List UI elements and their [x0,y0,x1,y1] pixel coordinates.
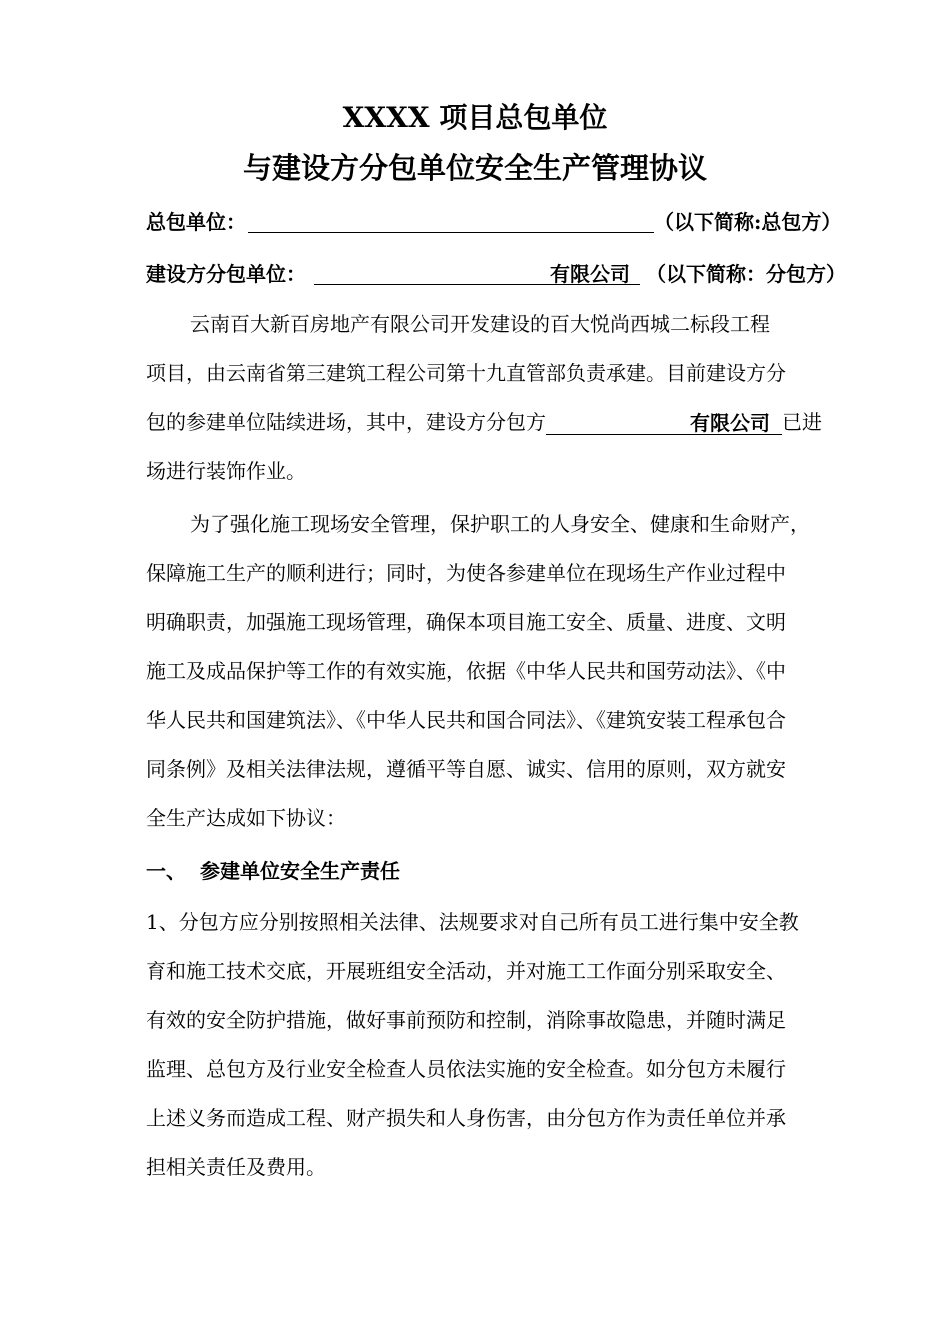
paragraph1-line3 [146,406,866,435]
paragraph2-line: 同条例》及相关法律法规，遵循平等自愿、诚实、信用的原则，双方就安 [146,757,786,781]
general-contractor-label: 总包单位： [146,210,246,234]
paragraph1-line1: 云南百大新百房地产有限公司开发建设的百大悦尚西城二标段工程 [190,312,770,336]
document-title-line1: XXXX 项目总包单位 [342,101,608,134]
paragraph1-line2: 项目，由云南省第三建筑工程公司第十九直管部负责承建。目前建设方分 [146,361,786,385]
paragraph2-line: 全生产达成如下协议： [146,806,346,830]
paragraph1-line3-pre: 包的参建单位陆续进场，其中，建设方分包方 [146,410,546,434]
section1-heading: 参建单位安全生产责任 [200,859,400,883]
document-title-line2: 与建设方分包单位安全生产管理协议 [242,151,707,185]
clause1-line: 1、分包方应分别按照相关法律、法规要求对自己所有员工进行集中安全教 [146,910,799,934]
clause1-line: 担相关责任及费用。 [146,1155,326,1179]
subcontractor-field [146,254,866,290]
paragraph2-line: 明确职责，加强施工现场管理，确保本项目施工安全、质量、进度、文明 [146,610,786,634]
clause1-line: 有效的安全防护措施，做好事前预防和控制，消除事故隐患，并随时满足 [146,1008,786,1032]
subcontractor-company: 有限公司 [550,262,630,286]
paragraph1-line3-post: 已进 [782,410,822,434]
general-contractor-suffix: （以下简称:总包方） [654,210,842,234]
clause1-line: 监理、总包方及行业安全检查人员依法实施的安全检查。如分包方未履行 [146,1057,786,1081]
subcontractor-suffix: （以下简称：分包方） [646,262,846,286]
paragraph1-company-blank [546,412,782,435]
paragraph1-line4: 场进行装饰作业。 [146,459,306,483]
section1-number: 一、 [146,859,186,883]
paragraph2-line: 保障施工生产的顺利进行；同时，为使各参建单位在现场生产作业过程中 [146,561,786,585]
paragraph2-line: 为了强化施工现场安全管理，保护职工的人身安全、健康和生命财产， [190,512,810,536]
clause1-line: 育和施工技术交底，开展班组安全活动，并对施工工作面分别采取安全、 [146,959,786,983]
paragraph2-line: 施工及成品保护等工作的有效实施，依据《中华人民共和国劳动法》、《中 [146,659,786,683]
general-contractor-blank [248,202,654,233]
paragraph1-company: 有限公司 [690,411,770,435]
subcontractor-label: 建设方分包单位： [146,262,306,286]
general-contractor-field [146,202,866,238]
clause1-line: 上述义务而造成工程、财产损失和人身伤害，由分包方作为责任单位并承 [146,1106,786,1130]
paragraph2-line: 华人民共和国建筑法》、《中华人民共和国合同法》、《建筑安装工程承包合 [146,708,786,732]
